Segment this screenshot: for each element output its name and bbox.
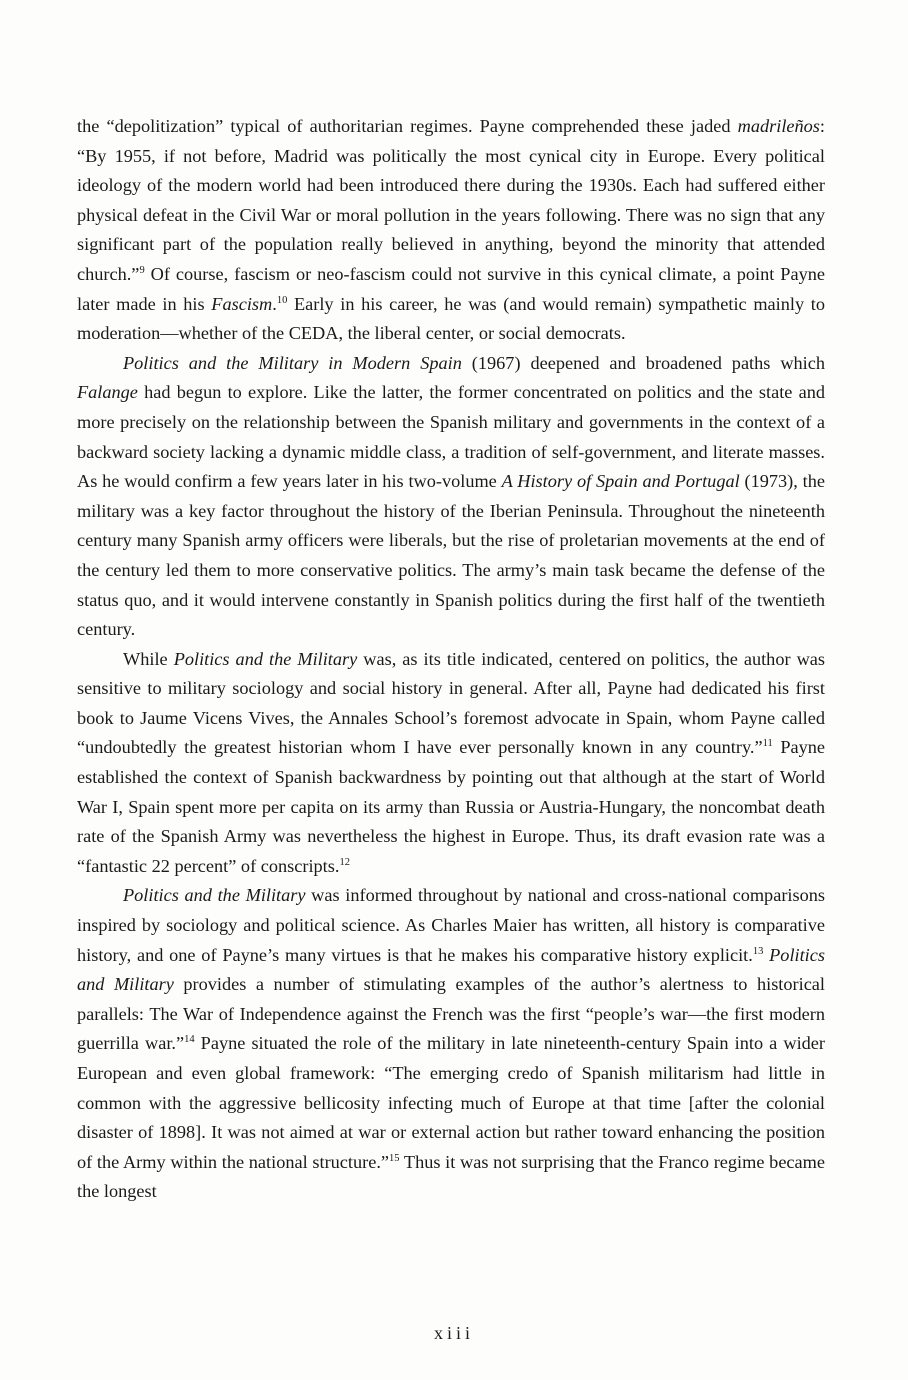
italic-title: A History of Spain and Portugal <box>501 471 740 492</box>
text-run: Early in his career, he was (and would remain) sympathetic mainly to moderation—whether of the CEDA, the liberal center, or social democrats. <box>77 293 825 344</box>
italic-title: Politics and Military <box>77 944 825 995</box>
text-run: was informed throughout by national and cross-national comparisons inspired by sociology and political science. As Charles Maier has written, all history is comparative history, and one of Payne’s many virtues is that he makes his comparative history explicit. <box>77 885 825 965</box>
italic-title: Fascism <box>211 293 273 314</box>
italic-title: Falange <box>77 382 138 403</box>
text-run: While <box>123 648 174 669</box>
paragraph-2 <box>77 349 825 645</box>
italic-title: Politics and the Military <box>173 648 358 669</box>
text-run: Payne established the context of Spanish backwardness by pointing out that although at the start of World War I, Spain spent more per capita on its army than Russia or Austria-Hungary, the noncombat death rate of the Spanish Army was nevertheless the highest in Europe. Thus, its draft evasion rate was a “fantastic 22 percent” of conscripts. <box>77 737 826 876</box>
footnote-ref: 12 <box>339 856 350 868</box>
paragraph-4 <box>77 881 825 1207</box>
text-run: (1973), the military was a key factor throughout the history of the Iberian Peninsula. Throughout the nineteenth century many Spanish army officers were liberals, but the rise of proletarian movements at the end of the century led them to more conservative politics. The army’s main task became the defense of the status quo, and it would intervene constantly in Spanish politics during the first half of the twentieth century. <box>77 471 825 640</box>
paragraph-3 <box>77 645 825 882</box>
footnote-ref: 13 <box>752 945 764 957</box>
text-run: : “By 1955, if not before, Madrid was politically the most cynical city in Europe. Every political ideology of the modern world had been introduced there during the 1930s. Each had suffered either physical defeat in the Civil War or moral pollution in the years following. There was no sign that any significant part of the population really believed in anything, beyond the minority that attended church.” <box>77 116 825 284</box>
text-run: the “depolitization” typical of authoritarian regimes. Payne comprehended these jaded <box>77 116 738 136</box>
body-text <box>77 112 825 1207</box>
footnote-ref: 11 <box>762 738 773 750</box>
text-run: Payne situated the role of the military in late nineteenth-century Spain into a wider European and even global framework: “The emerging credo of Spanish militarism had little in common with the aggressive bellicosity infecting much of Europe at that time [after the colonial disaster of 1898]. It was not aimed at war or external action but rather toward enhancing the position of the Army within the national structure.” <box>77 1033 825 1172</box>
page-number: xiii <box>433 1323 474 1343</box>
italic-title: madrileños <box>737 116 820 136</box>
text-run: had begun to explore. Like the latter, the former concentrated on politics and the state and more precisely on the relationship between the Spanish military and governments in the context of a backward society lacking a dynamic middle class, a tradition of self-government, and literate masses. As he would confirm a few years later in his two-volume <box>77 382 825 492</box>
text-run: (1967) deepened and broadened paths which <box>461 352 825 373</box>
italic-title: Politics and the Military in Modern Spain <box>123 352 462 373</box>
footnote-ref: 10 <box>276 294 288 306</box>
text-run: was, as its title indicated, centered on politics, the author was sensitive to military sociology and social history in general. After all, Payne had dedicated his first book to Jaume Vicens Vives, the Annales School’s foremost advocate in Spain, whom Payne called “undoubtedly the greatest historian whom I have ever personally known in any country.” <box>77 648 825 758</box>
footnote-ref: 9 <box>139 264 145 276</box>
footnote-ref: 14 <box>184 1034 195 1046</box>
text-run: provides a number of stimulating examples of the author’s alertness to historical parallels: The War of Independence against the French was the first “people’s war—the first modern guerrilla war.” <box>77 974 826 1054</box>
paragraph-1 <box>77 112 825 349</box>
text-run: Of course, fascism or neo-fascism could not survive in this cynical climate, a point Payne later made in his <box>77 263 825 314</box>
text-run: Thus it was not surprising that the Franco regime became the longest <box>77 1151 825 1202</box>
text-run: . <box>272 293 277 314</box>
footnote-ref: 15 <box>389 1152 400 1164</box>
italic-title: Politics and the Military <box>123 885 306 906</box>
